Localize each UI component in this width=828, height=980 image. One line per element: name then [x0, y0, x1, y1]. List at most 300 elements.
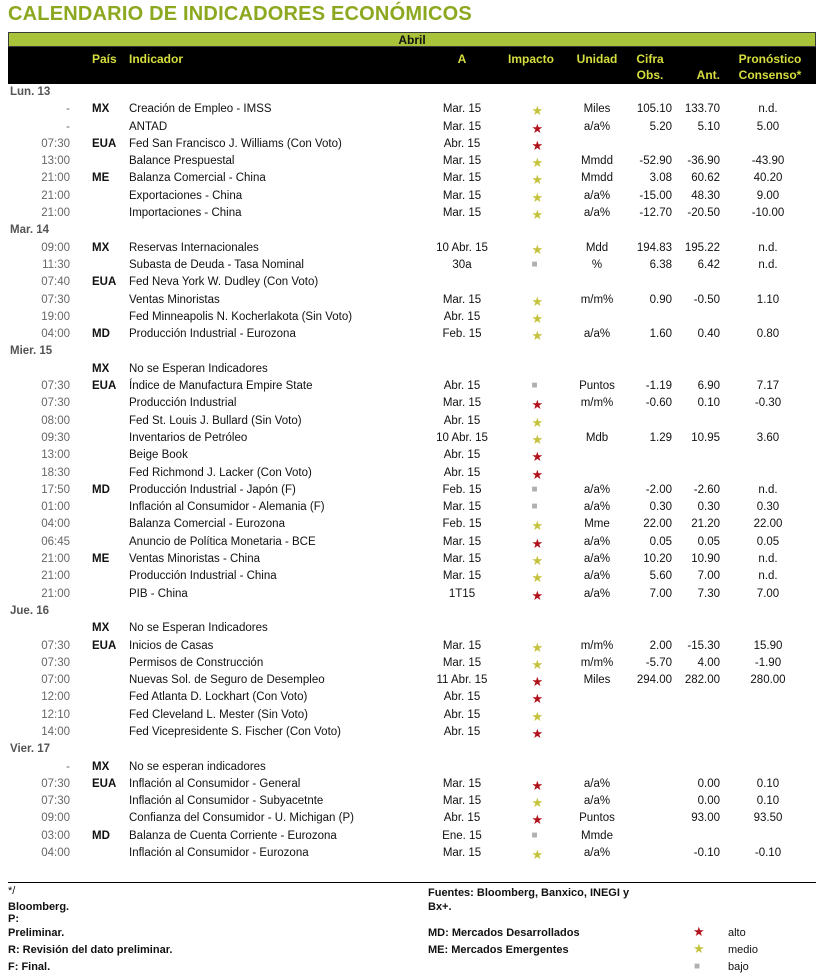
observed-cell: -1.19 — [645, 380, 672, 393]
table-row — [8, 759, 816, 776]
unit-cell: a/a% — [583, 483, 611, 496]
table-row: 09:00 MX Reservas Internacionales 10 Abr. 15 Mdd 194.83 195.22 n.d. ★ — [8, 240, 816, 257]
observed-cell: 0.90 — [649, 293, 672, 306]
header-ant: Ant. — [696, 68, 720, 82]
indicator-cell: Reservas Internacionales — [129, 241, 259, 254]
time-cell: 12:00 — [41, 691, 70, 704]
day-label: Lun. 13 — [10, 86, 51, 98]
time-cell: 07:40 — [41, 276, 70, 289]
period-cell: Mar. 15 — [442, 172, 482, 185]
unit-cell: a/a% — [583, 847, 611, 860]
table-row: 07:30 EUA Inflación al Consumidor - General Mar. 15 a/a% 0.00 0.10 ★ — [8, 776, 816, 793]
time-cell: 03:00 — [41, 829, 70, 842]
observed-cell: 6.38 — [649, 258, 672, 271]
consensus-cell: 280.00 — [750, 674, 786, 687]
time-cell: - — [66, 760, 70, 773]
country-cell: EUA — [92, 276, 117, 289]
indicator-cell: Balanza Comercial - China — [129, 172, 266, 185]
period-cell: Mar. 15 — [442, 553, 482, 566]
unit-cell: m/m% — [580, 656, 614, 669]
indicator-cell: Creación de Empleo - IMSS — [129, 103, 272, 116]
indicator-cell: Beige Book — [129, 449, 188, 462]
day-label: Mier. 15 — [10, 345, 53, 358]
table-row: - MX Creación de Empleo - IMSS Mar. 15 Miles 105.10 133.70 n.d. ★ — [8, 101, 816, 118]
day-label: Vier. 17 — [10, 743, 51, 756]
indicator-cell: Inflación al Consumidor - Eurozona — [129, 847, 309, 860]
unit-cell: Mdb — [585, 431, 609, 444]
indicator-cell: No se esperan indicadores — [129, 760, 266, 773]
indicator-cell: Exportaciones - China — [129, 189, 243, 202]
indicator-cell: Balanza Comercial - Eurozona — [129, 518, 285, 531]
table-row — [8, 620, 816, 637]
country-cell: MD — [92, 483, 110, 496]
unit-cell: Miles — [583, 674, 611, 687]
time-cell: 13:00 — [41, 155, 70, 168]
unit-cell: Mmdd — [581, 172, 613, 185]
period-cell: Abr. 15 — [443, 449, 481, 462]
table-header — [8, 47, 816, 84]
consensus-cell: n.d. — [758, 241, 778, 254]
indicator-cell: No se Esperan Indicadores — [129, 622, 268, 635]
indicator-cell: No se Esperan Indicadores — [129, 362, 268, 375]
country-cell: EUA — [92, 639, 117, 652]
unit-cell: a/a% — [583, 777, 611, 790]
time-cell: 21:00 — [41, 207, 70, 220]
indicator-cell: Fed Richmond J. Lacker (Con Voto) — [129, 466, 312, 479]
footer-preliminar: Preliminar. — [8, 927, 65, 939]
period-cell: Abr. 15 — [443, 414, 481, 427]
indicator-cell: Confianza del Consumidor - U. Michigan (P) — [129, 812, 354, 825]
consensus-cell: -0.30 — [754, 397, 782, 410]
time-cell: 07:30 — [41, 656, 70, 669]
time-cell: 07:30 — [41, 777, 70, 790]
table-row: 09:30 Inventarios de Petróleo 10 Abr. 15 Mdb 1.29 10.95 3.60 ★ — [8, 430, 816, 447]
unit-cell: a/a% — [583, 553, 611, 566]
table-row: - ANTAD Mar. 15 a/a% 5.20 5.10 5.00 ★ — [8, 119, 816, 136]
previous-cell: -2.60 — [693, 483, 720, 496]
indicator-cell: Inicios de Casas — [129, 639, 214, 652]
day-header — [8, 84, 816, 101]
time-cell: 08:00 — [41, 414, 70, 427]
indicator-cell: Fed Atlanta D. Lockhart (Con Voto) — [129, 691, 308, 704]
period-cell: Feb. 15 — [442, 483, 482, 496]
header-indicator: Indicador — [129, 52, 184, 66]
previous-cell: 7.30 — [697, 587, 720, 600]
unit-cell: Mdd — [585, 241, 609, 254]
period-cell: Abr. 15 — [443, 310, 481, 323]
table-row: 21:00 ME Balanza Comercial - China Mar. 15 Mmdd 3.08 60.62 40.20 ★ — [8, 170, 816, 187]
indicator-cell: Ventas Minoristas - China — [129, 553, 261, 566]
consensus-cell: -10.00 — [751, 207, 785, 220]
previous-cell: 195.22 — [684, 241, 720, 254]
consensus-cell: -0.10 — [754, 847, 782, 860]
consensus-cell: 7.00 — [756, 587, 780, 600]
time-cell: 21:00 — [41, 553, 70, 566]
period-cell: Feb. 15 — [442, 518, 482, 531]
unit-cell: Mmde — [581, 829, 613, 842]
period-cell: 11 Abr. 15 — [436, 674, 488, 687]
observed-cell: 22.00 — [643, 518, 672, 531]
previous-cell: 6.42 — [697, 258, 720, 271]
previous-cell: 6.90 — [697, 380, 720, 393]
time-cell: 21:00 — [41, 570, 70, 583]
indicator-cell: Fed Vicepresidente S. Fischer (Con Voto) — [129, 725, 342, 738]
observed-cell: -2.00 — [645, 483, 672, 496]
consensus-cell: n.d. — [758, 570, 778, 583]
table-row: 07:30 Ventas Minoristas Mar. 15 m/m% 0.90 -0.50 1.10 ★ — [8, 292, 816, 309]
country-cell: MX — [92, 362, 110, 375]
observed-cell: -15.00 — [639, 189, 672, 202]
consensus-cell: 5.00 — [756, 120, 780, 133]
time-cell: 09:30 — [41, 431, 70, 444]
observed-cell: -12.70 — [639, 207, 672, 220]
indicator-cell: Ventas Minoristas — [129, 293, 220, 306]
country-cell: EUA — [92, 137, 117, 150]
previous-cell: 282.00 — [684, 674, 720, 687]
period-cell: Abr. 15 — [443, 725, 481, 738]
unit-cell: Puntos — [579, 812, 615, 825]
indicator-cell: Producción Industrial - Japón (F) — [129, 483, 296, 496]
time-cell: 07:30 — [41, 795, 70, 808]
table-row: 13:00 Beige Book Abr. 15 ★ — [41, 449, 544, 465]
observed-cell: -5.70 — [645, 656, 672, 669]
footer-p-label: P: — [8, 913, 19, 925]
header-unit: Unidad — [576, 52, 618, 66]
observed-cell: 3.08 — [649, 172, 672, 185]
legend-medium-star-icon: ★ — [693, 941, 705, 956]
table-row: 07:30 Permisos de Construcción Mar. 15 m/m% -5.70 4.00 -1.90 ★ — [8, 655, 816, 672]
time-cell: 04:00 — [41, 328, 70, 341]
country-cell: ME — [92, 172, 110, 185]
period-cell: Mar. 15 — [442, 103, 482, 116]
previous-cell: 7.00 — [697, 570, 720, 583]
indicator-cell: PIB - China — [129, 587, 188, 600]
unit-cell: m/m% — [580, 639, 614, 652]
unit-cell: a/a% — [583, 535, 611, 548]
indicator-cell: Balanza de Cuenta Corriente - Eurozona — [129, 829, 337, 842]
header-consensus-line2: Consenso* — [738, 68, 802, 82]
time-cell: 21:00 — [41, 189, 70, 202]
unit-cell: a/a% — [583, 795, 611, 808]
country-cell: MX — [92, 241, 110, 254]
footer-md-legend: MD: Mercados Desarrollados — [428, 927, 580, 939]
consensus-cell: n.d. — [758, 483, 778, 496]
legend-medium-label: medio — [728, 944, 758, 956]
time-cell: 04:00 — [41, 847, 70, 860]
table-row: 17:50 MD Producción Industrial - Japón (F) Feb. 15 a/a% -2.00 -2.60 n.d. ■ — [8, 482, 816, 499]
unit-cell: m/m% — [580, 293, 614, 306]
time-cell: 07:30 — [41, 380, 70, 393]
previous-cell: 0.05 — [697, 535, 720, 548]
day-header — [8, 222, 816, 239]
unit-cell: Mme — [584, 518, 610, 531]
footer-note-mark: */ — [8, 885, 16, 897]
consensus-cell: 0.30 — [756, 501, 780, 514]
table-row: 11:30 Subasta de Deuda - Tasa Nominal 30a % 6.38 6.42 n.d. ■ — [8, 257, 816, 274]
indicator-cell: Índice de Manufactura Empire State — [129, 380, 313, 393]
consensus-cell: 0.05 — [756, 535, 780, 548]
previous-cell: 0.10 — [697, 397, 720, 410]
header-impact: Impacto — [507, 52, 554, 66]
legend-low-label: bajo — [728, 961, 749, 973]
table-row: 21:00 Importaciones - China Mar. 15 a/a% -12.70 -20.50 -10.00 ★ — [8, 205, 816, 222]
observed-cell: 0.05 — [649, 535, 672, 548]
time-cell: 17:50 — [41, 483, 70, 496]
unit-cell: % — [591, 258, 603, 271]
table-row: 04:00 Inflación al Consumidor - Eurozona Mar. 15 a/a% -0.10 -0.10 ★ — [8, 845, 816, 862]
unit-cell: a/a% — [583, 501, 611, 514]
country-cell: MX — [92, 103, 110, 116]
time-cell: 12:10 — [41, 708, 70, 721]
footer-sources-line2: Bx+. — [428, 901, 452, 913]
period-cell: Abr. 15 — [443, 137, 481, 150]
country-cell: ME — [92, 553, 110, 566]
period-cell: Abr. 15 — [443, 466, 481, 479]
indicator-cell: Inflación al Consumidor - Alemania (F) — [129, 501, 325, 514]
day-header — [8, 741, 816, 758]
observed-cell: 7.00 — [649, 587, 672, 600]
table-row: 03:00 MD Balanza de Cuenta Corriente - Eurozona Ene. 15 Mmde ■ — [8, 828, 816, 845]
period-cell: Mar. 15 — [442, 207, 482, 220]
table-row: 07:30 EUA Fed San Francisco J. Williams (Con Voto) Abr. 15 ★ — [41, 137, 544, 153]
table-row: 12:00 Fed Atlanta D. Lockhart (Con Voto) Abr. 15 ★ — [41, 691, 544, 707]
unit-cell: m/m% — [580, 397, 614, 410]
period-cell: Mar. 15 — [442, 639, 482, 652]
country-cell: EUA — [92, 380, 117, 393]
indicator-cell: Producción Industrial - Eurozona — [129, 328, 296, 341]
legend-high-label: alto — [728, 927, 746, 939]
previous-cell: 60.62 — [691, 172, 720, 185]
consensus-cell: 7.17 — [756, 380, 780, 393]
observed-cell: -52.90 — [639, 155, 672, 168]
observed-cell: 5.60 — [649, 570, 672, 583]
consensus-cell: 93.50 — [753, 812, 783, 825]
page-title: CALENDARIO DE INDICADORES ECONÓMICOS — [8, 3, 472, 25]
header-obs-line2: Obs. — [636, 68, 664, 82]
previous-cell: 48.30 — [691, 189, 720, 202]
time-cell: 01:00 — [41, 501, 70, 514]
indicator-cell: Fed Neva York W. Dudley (Con Voto) — [129, 276, 319, 289]
observed-cell: 1.29 — [649, 431, 672, 444]
table-row: 01:00 Inflación al Consumidor - Alemania (F) Mar. 15 a/a% 0.30 0.30 0.30 ■ — [8, 499, 816, 516]
consensus-cell: 3.60 — [756, 431, 780, 444]
footer-me-legend: ME: Mercados Emergentes — [428, 944, 569, 956]
table-row: 21:00 Exportaciones - China Mar. 15 a/a% -15.00 48.30 9.00 ★ — [8, 188, 816, 205]
consensus-cell: -43.90 — [751, 155, 785, 168]
table-row: 09:00 Confianza del Consumidor - U. Michigan (P) Abr. 15 Puntos 93.00 93.50 ★ — [8, 810, 816, 827]
table-row: 21:00 ME Ventas Minoristas - China Mar. 15 a/a% 10.20 10.90 n.d. ★ — [8, 551, 816, 568]
observed-cell: 10.20 — [643, 553, 672, 566]
period-cell: Ene. 15 — [442, 829, 482, 842]
table-row: 07:00 Nuevas Sol. de Seguro de Desempleo 11 Abr. 15 Miles 294.00 282.00 280.00 ★ — [8, 672, 816, 689]
indicator-cell: Permisos de Construcción — [129, 656, 264, 669]
day-header — [8, 603, 816, 620]
time-cell: 21:00 — [41, 587, 70, 600]
observed-cell: 0.30 — [649, 501, 672, 514]
time-cell: 06:45 — [41, 535, 70, 548]
footer-divider — [8, 882, 816, 883]
observed-cell: 1.60 — [649, 328, 672, 341]
footer-sources-line1: Fuentes: Bloomberg, Banxico, INEGI y — [428, 887, 630, 899]
indicator-cell: Fed Minneapolis N. Kocherlakota (Sin Voto) — [129, 310, 353, 323]
indicator-cell: Fed Cleveland L. Mester (Sin Voto) — [129, 708, 308, 721]
table-row: 21:00 Producción Industrial - China Mar. 15 a/a% 5.60 7.00 n.d. ★ — [8, 568, 816, 585]
table-row: 13:00 Balance Prespuestal Mar. 15 Mmdd -52.90 -36.90 -43.90 ★ — [8, 153, 816, 170]
indicator-cell: ANTAD — [129, 120, 168, 133]
legend-high-star-icon: ★ — [693, 924, 705, 939]
day-header — [8, 343, 816, 360]
previous-cell: -15.30 — [687, 639, 720, 652]
header-consensus-line1: Pronóstico — [738, 52, 802, 66]
time-cell: 09:00 — [41, 241, 70, 254]
table-row — [8, 361, 816, 378]
time-cell: 07:00 — [41, 674, 70, 687]
observed-cell: -0.60 — [645, 397, 672, 410]
table-row — [8, 274, 816, 291]
period-cell: Mar. 15 — [442, 847, 482, 860]
consensus-cell: n.d. — [758, 103, 778, 116]
previous-cell: 93.00 — [691, 812, 720, 825]
country-cell: MX — [92, 622, 110, 635]
previous-cell: -20.50 — [687, 207, 720, 220]
day-label: Mar. 14 — [10, 224, 49, 237]
previous-cell: 10.95 — [691, 431, 720, 444]
time-cell: 14:00 — [41, 725, 70, 738]
observed-cell: 194.83 — [636, 241, 672, 254]
header-country: País — [92, 52, 117, 66]
consensus-cell: 40.20 — [753, 172, 783, 185]
table-row: 21:00 PIB - China 1T15 a/a% 7.00 7.30 7.00 ★ — [8, 586, 816, 603]
observed-cell: 294.00 — [636, 674, 672, 687]
time-cell: 18:30 — [41, 466, 70, 479]
period-cell: 10 Abr. 15 — [436, 241, 488, 254]
previous-cell: 0.00 — [697, 795, 720, 808]
table-row: 14:00 Fed Vicepresidente S. Fischer (Con Voto) Abr. 15 ★ — [41, 725, 544, 741]
indicator-cell: Subasta de Deuda - Tasa Nominal — [129, 258, 304, 271]
previous-cell: -36.90 — [687, 155, 720, 168]
unit-cell: a/a% — [583, 120, 611, 133]
indicator-table — [8, 84, 816, 862]
previous-cell: 5.10 — [697, 120, 720, 133]
period-cell: 10 Abr. 15 — [436, 431, 488, 444]
time-cell: - — [66, 103, 70, 116]
country-cell: MX — [92, 760, 110, 773]
time-cell: 07:30 — [41, 293, 70, 306]
table-row: 04:00 Balanza Comercial - Eurozona Feb. 15 Mme 22.00 21.20 22.00 ★ — [8, 516, 816, 533]
observed-cell: 2.00 — [649, 639, 672, 652]
table-row: 12:10 Fed Cleveland L. Mester (Sin Voto) Abr. 15 ★ — [41, 708, 544, 724]
table-row: 07:30 Producción Industrial Mar. 15 m/m% -0.60 0.10 -0.30 ★ — [8, 395, 816, 412]
indicator-cell: Fed St. Louis J. Bullard (Sin Voto) — [129, 414, 302, 427]
period-cell: Mar. 15 — [442, 795, 482, 808]
consensus-cell: 0.80 — [756, 328, 780, 341]
unit-cell: a/a% — [583, 587, 611, 600]
country-cell: MD — [92, 829, 110, 842]
unit-cell: a/a% — [583, 207, 611, 220]
consensus-cell: -1.90 — [754, 656, 782, 669]
period-cell: Mar. 15 — [442, 120, 482, 133]
legend-low-square-icon: ■ — [694, 961, 701, 972]
time-cell: 13:00 — [41, 449, 70, 462]
table-row: 19:00 Fed Minneapolis N. Kocherlakota (Sin Voto) Abr. 15 ★ — [41, 310, 544, 326]
period-cell: Abr. 15 — [443, 708, 481, 721]
observed-cell: 105.10 — [636, 103, 672, 116]
month-banner: Abril — [8, 32, 816, 47]
period-cell: Mar. 15 — [442, 189, 482, 202]
table-row: 18:30 Fed Richmond J. Lacker (Con Voto) Abr. 15 ★ — [41, 466, 544, 482]
time-cell: 21:00 — [41, 172, 70, 185]
unit-cell: Mmdd — [581, 155, 613, 168]
time-cell: 04:00 — [41, 518, 70, 531]
previous-cell: 0.30 — [697, 501, 720, 514]
previous-cell: 10.90 — [691, 553, 720, 566]
indicator-cell: Nuevas Sol. de Seguro de Desempleo — [129, 674, 325, 687]
consensus-cell: 0.10 — [756, 795, 780, 808]
consensus-cell: 1.10 — [756, 293, 780, 306]
day-label: Jue. 16 — [10, 604, 49, 617]
period-cell: Feb. 15 — [442, 328, 482, 341]
consensus-cell: 9.00 — [756, 189, 780, 202]
unit-cell: a/a% — [583, 189, 611, 202]
time-cell: 07:30 — [41, 397, 70, 410]
time-cell: 11:30 — [42, 258, 70, 271]
period-cell: Abr. 15 — [443, 380, 481, 393]
table-row: 06:45 Anuncio de Política Monetaria - BCE Mar. 15 a/a% 0.05 0.05 0.05 ★ — [8, 534, 816, 551]
indicator-cell: Balance Prespuestal — [129, 155, 235, 168]
previous-cell: 133.70 — [684, 103, 720, 116]
indicator-cell: Inventarios de Petróleo — [129, 431, 248, 444]
consensus-cell: n.d. — [758, 258, 778, 271]
table-row: 07:30 EUA Índice de Manufactura Empire State Abr. 15 Puntos -1.19 6.90 7.17 ■ — [8, 378, 816, 395]
consensus-cell: 15.90 — [753, 639, 783, 652]
time-cell: 19:00 — [41, 310, 70, 323]
table-row: 04:00 MD Producción Industrial - Eurozona Feb. 15 a/a% 1.60 0.40 0.80 ★ — [8, 326, 816, 343]
previous-cell: 21.20 — [691, 518, 720, 531]
period-cell: Abr. 15 — [443, 691, 481, 704]
previous-cell: 0.00 — [697, 777, 720, 790]
unit-cell: Puntos — [579, 380, 615, 393]
indicator-cell: Producción Industrial — [129, 397, 237, 410]
time-cell: 09:00 — [41, 812, 70, 825]
period-cell: Mar. 15 — [442, 155, 482, 168]
consensus-cell: n.d. — [758, 553, 778, 566]
period-cell: Mar. 15 — [442, 570, 482, 583]
indicator-cell: Inflación al Consumidor - Subyacetnte — [129, 795, 324, 808]
period-cell: Mar. 15 — [442, 656, 482, 669]
consensus-cell: 22.00 — [753, 518, 783, 531]
header-a: A — [457, 52, 467, 66]
time-cell: 07:30 — [41, 137, 70, 150]
indicator-cell: Fed San Francisco J. Williams (Con Voto) — [129, 137, 342, 150]
footer-final-note: F: Final. — [8, 961, 51, 973]
footer-revision-note: R: Revisión del dato preliminar. — [8, 944, 173, 956]
indicator-cell: Importaciones - China — [129, 207, 242, 220]
previous-cell: 4.00 — [697, 656, 720, 669]
time-cell: 07:30 — [41, 639, 70, 652]
period-cell: 1T15 — [448, 587, 476, 600]
footer-bloomberg: Bloomberg. — [8, 901, 70, 913]
table-row: 07:30 EUA Inicios de Casas Mar. 15 m/m% 2.00 -15.30 15.90 ★ — [8, 638, 816, 655]
time-cell: - — [66, 120, 70, 133]
period-cell: Mar. 15 — [442, 397, 482, 410]
period-cell: Abr. 15 — [443, 812, 481, 825]
unit-cell: a/a% — [583, 570, 611, 583]
period-cell: Mar. 15 — [442, 501, 482, 514]
indicator-cell: Inflación al Consumidor - General — [129, 777, 301, 790]
previous-cell: 0.40 — [697, 328, 720, 341]
header-obs-line1: Cifra — [636, 52, 664, 66]
table-row: 07:30 Inflación al Consumidor - Subyacetnte Mar. 15 a/a% 0.00 0.10 ★ — [8, 793, 816, 810]
